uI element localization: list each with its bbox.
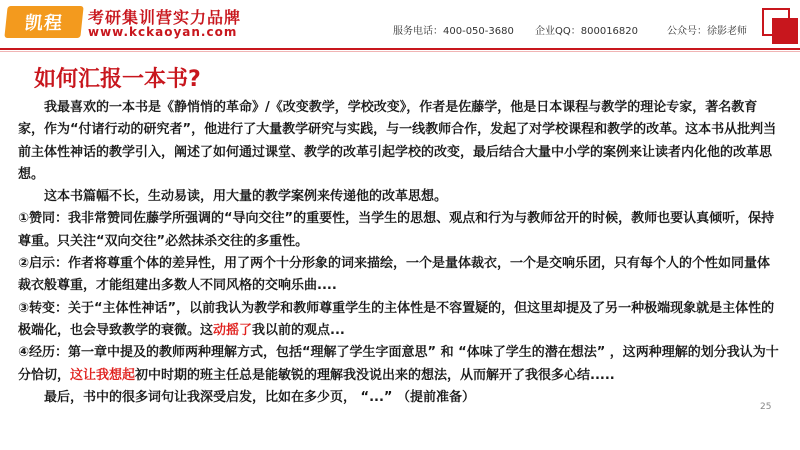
paragraph-intro: 我最喜欢的一本书是《静悄悄的革命》/《改变教学，学校改变》，作者是佐藤学，他是日本课程与教学的理论专家，著名教育家，作为“付诸行动的研究者”，他进行了大量教学研究与实践，与一线教师合作，发起了对学校课程和教学的改革。这本书从批判当前主体性神话的教学引入，阐述了如何通过课堂、教学的改革引起学校的改变，最后结合大量中小学的案例来让读者内化他的改革思想。	[18, 100, 777, 182]
brand-url: www.kckaoyan.com	[88, 25, 238, 39]
paragraph-agree: ①赞同：我非常赞同佐藤学所强调的“导向交往”的重要性，当学生的思想、观点和行为与教师岔开的时候，教师也要认真倾听，保持尊重。只关注“双向交往”必然抹杀交往的多重性。	[18, 211, 775, 249]
change-highlight: 动摇了	[213, 322, 253, 338]
change-text-start: ③转变：关于“主体性神话”，以前我认为教学和教师尊重学生的主体性是不容置疑的，但这里却提及了另一种极端现象就是主体性的极端化，也会导致教学的衰微。这	[18, 300, 775, 338]
header-divider	[0, 48, 800, 50]
logo-text: 凯程	[23, 13, 64, 34]
change-text-end: 我以前的观点...	[252, 322, 345, 338]
paragraph-inspiration: ②启示：作者将尊重个体的差异性，用了两个十分形象的词来描绘，一个是量体裁衣，一个是交响乐团，只有每个人的个性如同量体裁衣般尊重，才能组建出多数人不同风格的交响乐曲....	[18, 256, 771, 294]
corner-squares-decoration	[756, 0, 800, 46]
paragraph-finally: 最后，书中的很多词句让我深受启发，比如在多少页， “...” （提前准备）	[44, 389, 475, 405]
slide-body	[18, 97, 780, 409]
wechat-account: 公众号：徐影老师	[667, 26, 747, 37]
service-phone: 服务电话：400-050-3680	[393, 26, 514, 37]
experience-highlight: 这让我想起	[70, 367, 136, 383]
page-number: 25	[760, 402, 772, 412]
page-title: 如何汇报一本书?	[34, 67, 201, 92]
company-qq: 企业QQ：800016820	[535, 26, 639, 37]
filled-square-shape	[772, 18, 798, 44]
brand-title: 考研集训营实力品牌	[88, 8, 242, 27]
paragraph-experience	[18, 342, 780, 387]
paragraph-summary: 这本书篇幅不长，生动易读，用大量的教学案例来传递他的改革思想。	[44, 189, 448, 205]
brand-logo	[4, 6, 83, 38]
experience-text-end: 初中时期的班主任总是能敏锐的理解我没说出来的想法，从而解开了我很多心结.....	[135, 367, 615, 383]
header-bar	[0, 0, 800, 46]
header-divider-shadow	[0, 51, 800, 52]
paragraph-change	[18, 298, 780, 343]
experience-text-start: ④经历：第一章中提及的教师两种理解方式，包括“理解了学生字面意思” 和 “体味了学生的潜在想法” ，这两种理解的划分我认为十分恰切，	[18, 345, 779, 383]
